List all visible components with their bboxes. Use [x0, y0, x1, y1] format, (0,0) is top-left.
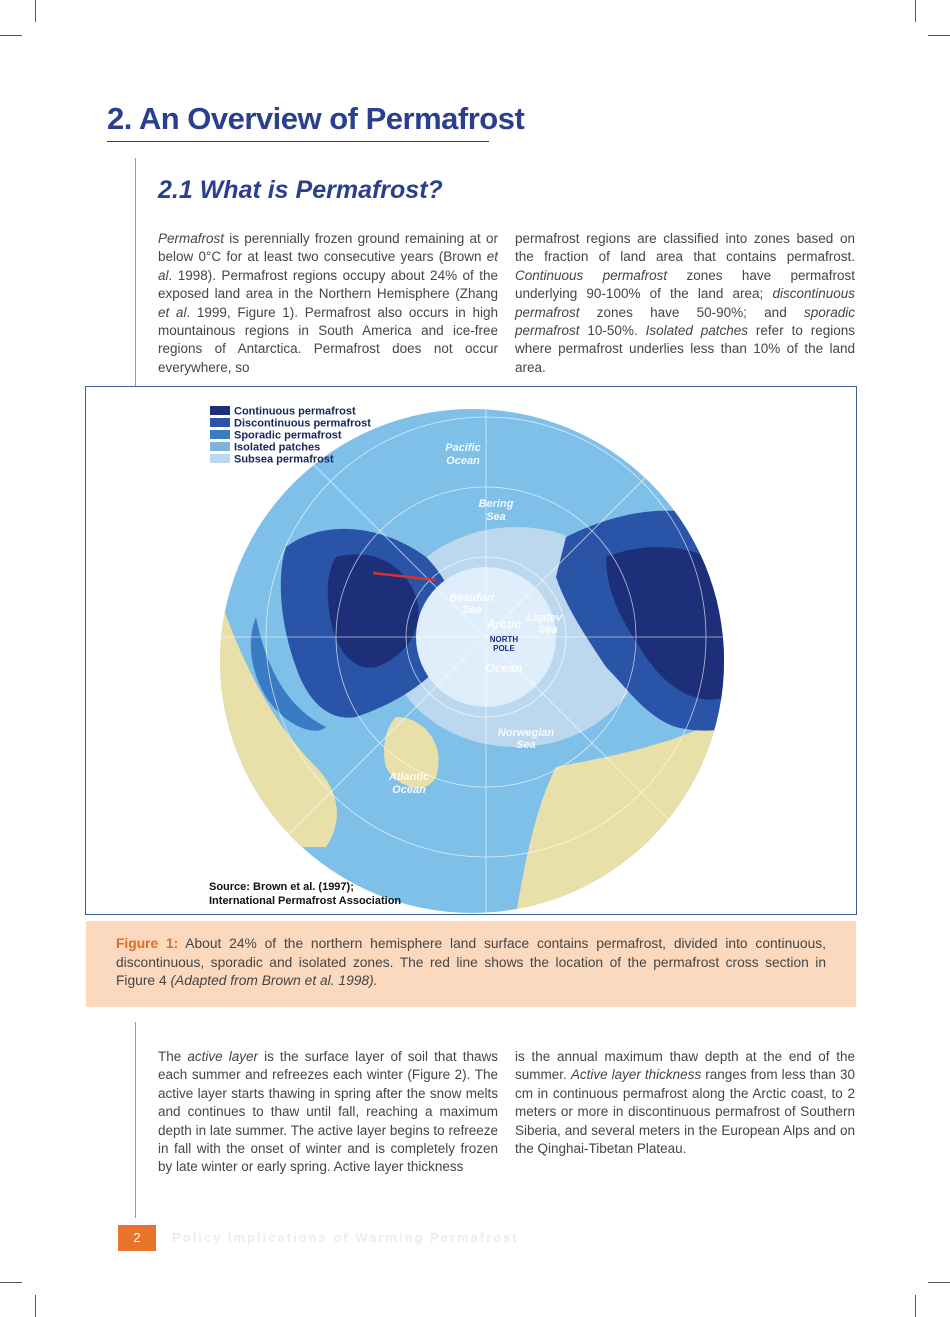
text-run: discontinuous permafrost [515, 286, 855, 320]
subsection-title: 2.1 What is Permafrost? [158, 176, 443, 204]
text-run: ranges from less than 30 cm in continuous permafrost along the Arctic coast, to 2 meters or more in discontinuous permafrost of Southern Siberia, and several meters in the European Alps and on the Qinghai-Tibetan Plateau. [515, 1067, 855, 1157]
source-line: International Permafrost Association [209, 895, 402, 907]
label-norwegian: Sea [516, 739, 536, 751]
text-run: Active layer thickness [570, 1067, 702, 1083]
text-run: refer to regions where permafrost underlies less than 10% of the land area. [515, 323, 855, 375]
legend-label: Sporadic permafrost [234, 429, 342, 442]
label-pacific: Ocean [446, 455, 480, 467]
legend-swatch [210, 406, 230, 415]
text-run: zones have permafrost underlying 90-100% of the land area; [515, 267, 855, 302]
label-ocean: Ocean [485, 661, 523, 675]
label-laptev: Laptev [526, 612, 562, 624]
crop-mark [928, 35, 950, 36]
text-run: active layer [187, 1049, 258, 1064]
permafrost-map [86, 387, 856, 914]
crop-mark [928, 1282, 950, 1283]
text-run: is the annual maximum thaw depth at the end of the summer. [515, 1049, 855, 1083]
legend-label: Continuous permafrost [234, 405, 356, 418]
label-beaufort: Sea [462, 604, 482, 616]
legend-swatch [210, 430, 230, 439]
label-norwegian: Norwegian [497, 727, 555, 739]
label-atlantic: Atlantic [388, 771, 430, 783]
crop-mark [0, 35, 22, 36]
land-asia [706, 447, 846, 617]
section-title: 2. An Overview of Permafrost [107, 101, 489, 142]
legend-swatch [210, 454, 230, 463]
figure-caption [86, 921, 856, 1007]
text-run: is perennially frozen ground remaining at or below 0°C for at least two consecutive years (Brown [158, 231, 498, 265]
label-pacific: Pacific [445, 442, 481, 454]
intro-column-left [158, 230, 498, 377]
label-north-pole: NORTH [489, 635, 519, 644]
active-layer-column-left [158, 1048, 498, 1177]
caption-text: About 24% of the northern hemisphere land surface contains permafrost, divided into continuous, discontinuous, sporadic and isolated zones. The red line shows the location of the permafrost cross section in Figure 4 [116, 936, 826, 988]
caption-label: Figure 1: [116, 936, 179, 951]
running-footer: Policy Implications of Warming Permafrost [172, 1230, 519, 1245]
text-run: Continuous permafrost [515, 267, 668, 283]
crop-mark [35, 0, 36, 22]
text-run: The [158, 1049, 188, 1064]
caption-citation: (Adapted from Brown et al. 1998). [170, 973, 378, 988]
active-layer-column-right [515, 1048, 855, 1158]
text-run: sporadic permafrost [515, 304, 855, 339]
accent-rule [135, 158, 136, 386]
legend-label: Isolated patches [234, 441, 321, 454]
label-beaufort: Beaufort [449, 592, 495, 604]
label-bering: Sea [486, 511, 506, 523]
label-bering: Bering [478, 498, 514, 510]
legend-label: Subsea permafrost [234, 453, 334, 466]
source-line: Source: Brown et al. (1997); [209, 881, 354, 893]
legend-label: Discontinuous permafrost [234, 417, 371, 430]
accent-rule [135, 1022, 136, 1218]
crop-mark [0, 1282, 22, 1283]
text-run: Permafrost [158, 231, 225, 246]
label-arctic: Arctic [486, 617, 522, 631]
text-run: permafrost regions are classified into zones based on the fraction of land area that contains permafrost. [515, 231, 855, 265]
crop-mark [35, 1295, 36, 1317]
label-laptev: Sea [538, 624, 558, 636]
text-run: is the surface layer of soil that thaws each summer and refreezes each winter (Figure 2). The active layer starts thawing in spring after the snow melts and continues to thaw until fall, reaching a maximum depth in late summer. The active layer begins to refreeze in fall with the onset of winter and is completely frozen by late winter or early spring. Active layer thickness [158, 1049, 499, 1175]
text-run: zones have 50-90%; and [579, 304, 804, 320]
text-run: 10-50%. [579, 323, 646, 339]
page-number: 2 [118, 1225, 156, 1251]
legend-swatch [210, 418, 230, 427]
text-run: et al [158, 304, 187, 320]
text-run: . 1998). Permafrost regions occupy about 24% of the exposed land area in the Northern Hemisphere (Zhang [158, 267, 498, 302]
intro-column-right [515, 230, 855, 377]
text-run: Isolated patches [645, 323, 749, 339]
figure-frame [85, 386, 857, 915]
text-run: et al [158, 249, 498, 283]
label-atlantic: Ocean [392, 784, 426, 796]
crop-mark [915, 0, 916, 22]
legend-swatch [210, 442, 230, 451]
crop-mark [915, 1295, 916, 1317]
label-north-pole: POLE [493, 644, 515, 653]
text-run: . 1999, Figure 1). Permafrost also occurs in high mountainous regions in South America and ice-free regions of Antarctica. Permafrost does not occur everywhere, so [158, 304, 498, 375]
